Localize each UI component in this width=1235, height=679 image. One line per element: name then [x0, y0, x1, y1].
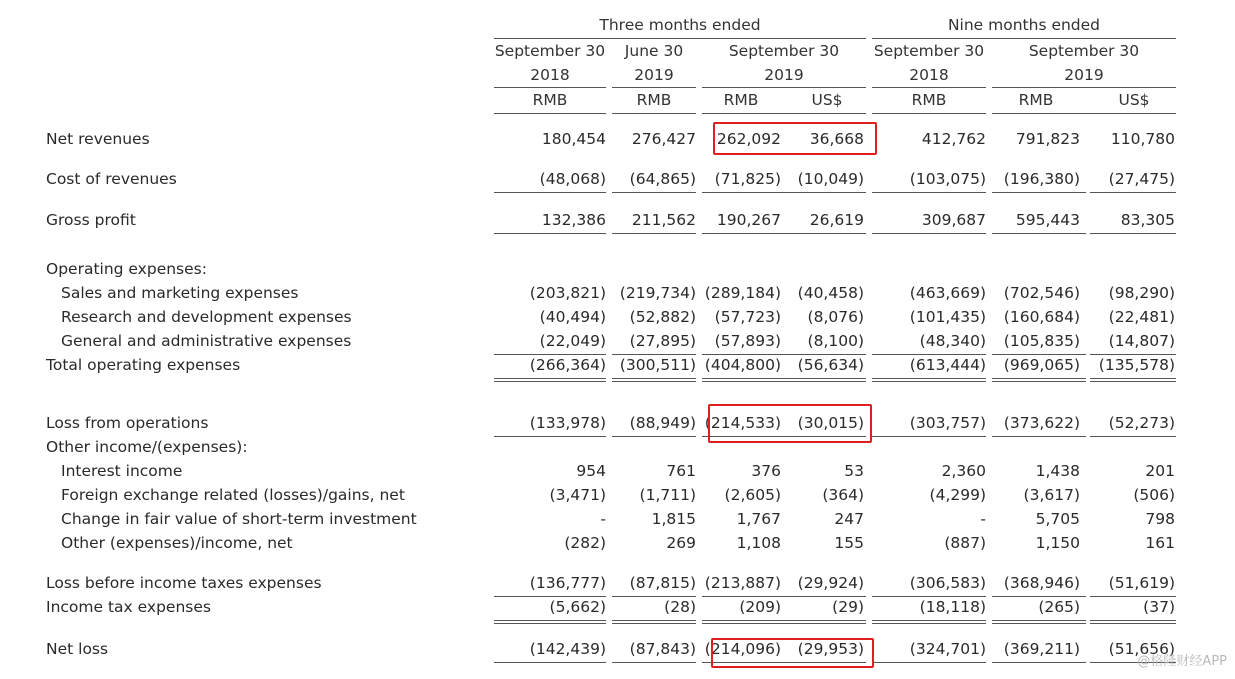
table-cell: (29,924)	[797, 574, 864, 592]
col4-currency: US$	[811, 91, 843, 109]
nine-months-header: Nine months ended	[947, 16, 1101, 34]
col2-date: June 30	[624, 42, 684, 60]
col6-date: September 30	[1028, 42, 1140, 60]
table-cell: (88,949)	[629, 414, 696, 432]
table-cell: (52,882)	[629, 308, 696, 326]
table-cell: (266,364)	[529, 356, 606, 374]
cell-underline	[1090, 620, 1176, 621]
cell-underline	[872, 378, 986, 379]
table-cell: (27,895)	[629, 332, 696, 350]
row-label: Change in fair value of short-term investment	[61, 510, 417, 528]
cell-underline	[872, 354, 986, 355]
col3-rule	[702, 87, 866, 88]
currency-rule-5	[872, 113, 986, 114]
table-cell: (3,471)	[549, 486, 606, 504]
table-cell: 132,386	[541, 211, 606, 229]
table-cell: (219,734)	[619, 284, 696, 302]
table-cell: -	[980, 510, 986, 528]
cell-underline	[612, 233, 696, 234]
table-cell: 83,305	[1120, 211, 1175, 229]
table-cell: 376	[751, 462, 781, 480]
table-cell: (133,978)	[529, 414, 606, 432]
row-label: Operating expenses:	[46, 260, 207, 278]
cell-underline	[872, 662, 986, 663]
table-cell: 1,815	[651, 510, 696, 528]
cell-underline	[992, 662, 1086, 663]
cell-underline	[1090, 192, 1176, 193]
table-cell: 276,427	[631, 130, 696, 148]
table-cell: (203,821)	[529, 284, 606, 302]
currency-rule-6	[992, 113, 1176, 114]
col3-currency: RMB	[723, 91, 759, 109]
cell-underline	[702, 192, 786, 193]
row-label: Gross profit	[46, 211, 136, 229]
currency-rule-1	[494, 113, 606, 114]
table-cell: (1,711)	[639, 486, 696, 504]
table-cell: 1,438	[1035, 462, 1080, 480]
currency-rule-2	[612, 113, 696, 114]
cell-underline	[1090, 596, 1176, 597]
table-cell: 247	[834, 510, 864, 528]
cell-underline	[1090, 354, 1176, 355]
cell-underline	[786, 596, 866, 597]
cell-underline	[612, 662, 696, 663]
cell-underline	[612, 620, 696, 621]
three-months-header: Three months ended	[599, 16, 761, 34]
cell-underline	[494, 381, 606, 382]
cell-underline	[992, 436, 1086, 437]
col5-rule	[872, 87, 986, 88]
table-cell: (364)	[822, 486, 864, 504]
table-cell: (214,533)	[704, 414, 781, 432]
table-cell: (404,800)	[704, 356, 781, 374]
table-cell: 2,360	[941, 462, 986, 480]
cell-underline	[702, 378, 786, 379]
table-cell: (3,617)	[1023, 486, 1080, 504]
row-label: General and administrative expenses	[61, 332, 352, 350]
cell-underline	[1090, 378, 1176, 379]
cell-underline	[992, 620, 1086, 621]
col2-year: 2019	[634, 66, 674, 84]
table-cell: 1,767	[736, 510, 781, 528]
table-cell: (51,619)	[1108, 574, 1175, 592]
table-cell: 954	[576, 462, 606, 480]
table-cell: (10,049)	[797, 170, 864, 188]
row-label: Foreign exchange related (losses)/gains, net	[61, 486, 405, 504]
table-cell: 761	[666, 462, 696, 480]
table-cell: 412,762	[921, 130, 986, 148]
cell-underline	[872, 623, 986, 624]
cell-underline	[1090, 623, 1176, 624]
table-cell: (8,076)	[807, 308, 864, 326]
cell-underline	[992, 354, 1086, 355]
table-cell: 309,687	[921, 211, 986, 229]
cell-underline	[702, 354, 786, 355]
table-cell: 36,668	[809, 130, 864, 148]
row-label: Interest income	[61, 462, 183, 480]
cell-underline	[872, 381, 986, 382]
row-label: Net revenues	[46, 130, 150, 148]
table-cell: (160,684)	[1003, 308, 1080, 326]
table-cell: 1,150	[1035, 534, 1080, 552]
col5-date: September 30	[873, 42, 985, 60]
cell-underline	[786, 381, 866, 382]
cell-underline	[494, 192, 606, 193]
cell-underline	[992, 596, 1086, 597]
table-cell: (196,380)	[1003, 170, 1080, 188]
table-cell: (969,065)	[1003, 356, 1080, 374]
table-cell: (57,723)	[714, 308, 781, 326]
cell-underline	[872, 620, 986, 621]
cell-underline	[612, 436, 696, 437]
table-cell: (209)	[739, 598, 781, 616]
table-cell: (51,656)	[1108, 640, 1175, 658]
table-cell: 53	[844, 462, 864, 480]
cell-underline	[494, 623, 606, 624]
nine-months-rule	[872, 38, 1176, 39]
table-cell: (702,546)	[1003, 284, 1080, 302]
cell-underline	[612, 596, 696, 597]
row-label: Sales and marketing expenses	[61, 284, 299, 302]
cell-underline	[992, 623, 1086, 624]
table-cell: (289,184)	[704, 284, 781, 302]
table-cell: (214,096)	[704, 640, 781, 658]
table-cell: (303,757)	[909, 414, 986, 432]
table-cell: (48,340)	[919, 332, 986, 350]
row-label: Other (expenses)/income, net	[61, 534, 293, 552]
table-cell: (29,953)	[797, 640, 864, 658]
table-cell: (324,701)	[909, 640, 986, 658]
highlight-loss-from-operations	[708, 404, 872, 443]
table-cell: (48,068)	[539, 170, 606, 188]
table-cell: (373,622)	[1003, 414, 1080, 432]
table-cell: (282)	[564, 534, 606, 552]
cell-underline	[494, 620, 606, 621]
three-months-rule	[494, 38, 866, 39]
table-cell: 155	[834, 534, 864, 552]
col3-year: 2019	[764, 66, 804, 84]
cell-underline	[872, 596, 986, 597]
highlight-net-loss	[711, 638, 874, 668]
row-label: Cost of revenues	[46, 170, 177, 188]
cell-underline	[612, 623, 696, 624]
cell-underline	[494, 662, 606, 663]
table-cell: (56,634)	[797, 356, 864, 374]
cell-underline	[494, 596, 606, 597]
table-cell: (300,511)	[619, 356, 696, 374]
table-cell: (40,494)	[539, 308, 606, 326]
cell-underline	[1090, 233, 1176, 234]
row-label: Loss from operations	[46, 414, 209, 432]
col2-currency: RMB	[636, 91, 672, 109]
table-cell: (8,100)	[807, 332, 864, 350]
cell-underline	[1090, 381, 1176, 382]
cell-underline	[702, 623, 786, 624]
table-cell: (52,273)	[1108, 414, 1175, 432]
cell-underline	[494, 436, 606, 437]
cell-underline	[702, 620, 786, 621]
table-cell: (98,290)	[1108, 284, 1175, 302]
table-cell: (135,578)	[1098, 356, 1175, 374]
cell-underline	[1090, 436, 1176, 437]
col1-year: 2018	[530, 66, 570, 84]
row-label: Total operating expenses	[46, 356, 241, 374]
table-cell: (506)	[1133, 486, 1175, 504]
table-cell: (30,015)	[797, 414, 864, 432]
table-cell: 798	[1145, 510, 1175, 528]
col6-year: 2019	[1064, 66, 1104, 84]
watermark: @格隆财经APP	[1137, 654, 1227, 669]
table-cell: (105,835)	[1003, 332, 1080, 350]
table-cell: (887)	[944, 534, 986, 552]
table-cell: (87,815)	[629, 574, 696, 592]
table-cell: 180,454	[541, 130, 606, 148]
table-cell: (142,439)	[529, 640, 606, 658]
table-cell: -	[600, 510, 606, 528]
table-cell: (71,825)	[714, 170, 781, 188]
cell-underline	[872, 233, 986, 234]
table-cell: 595,443	[1015, 211, 1080, 229]
table-cell: (14,807)	[1108, 332, 1175, 350]
cell-underline	[612, 192, 696, 193]
table-cell: (463,669)	[909, 284, 986, 302]
table-cell: 161	[1145, 534, 1175, 552]
table-cell: (613,444)	[909, 356, 986, 374]
table-cell: (40,458)	[797, 284, 864, 302]
table-cell: (28)	[664, 598, 696, 616]
table-cell: 110,780	[1110, 130, 1175, 148]
col5-currency: RMB	[911, 91, 947, 109]
cell-underline	[992, 381, 1086, 382]
col2-rule	[612, 87, 696, 88]
table-cell: (265)	[1038, 598, 1080, 616]
table-cell: 201	[1145, 462, 1175, 480]
table-cell: (87,843)	[629, 640, 696, 658]
row-label: Other income/(expenses):	[46, 438, 248, 456]
row-label: Research and development expenses	[61, 308, 352, 326]
cell-underline	[786, 378, 866, 379]
cell-underline	[612, 354, 696, 355]
table-cell: (369,211)	[1003, 640, 1080, 658]
col5-year: 2018	[909, 66, 949, 84]
table-cell: (213,887)	[704, 574, 781, 592]
table-cell: 269	[666, 534, 696, 552]
col6-currency: RMB	[1018, 91, 1054, 109]
table-cell: (37)	[1143, 598, 1175, 616]
table-cell: 791,823	[1015, 130, 1080, 148]
cell-underline	[786, 620, 866, 621]
cell-underline	[992, 192, 1086, 193]
table-cell: (22,481)	[1108, 308, 1175, 326]
table-cell: 190,267	[716, 211, 781, 229]
col7-currency: US$	[1118, 91, 1150, 109]
table-cell: 262,092	[716, 130, 781, 148]
cell-underline	[992, 233, 1086, 234]
table-cell: 26,619	[809, 211, 864, 229]
table-cell: (29)	[832, 598, 864, 616]
cell-underline	[702, 381, 786, 382]
cell-underline	[872, 192, 986, 193]
col1-date: September 30	[494, 42, 606, 60]
table-cell: (136,777)	[529, 574, 606, 592]
table-cell: (18,118)	[919, 598, 986, 616]
table-cell: (22,049)	[539, 332, 606, 350]
cell-underline	[494, 354, 606, 355]
col1-rule	[494, 87, 606, 88]
table-cell: (306,583)	[909, 574, 986, 592]
cell-underline	[612, 381, 696, 382]
cell-underline	[786, 354, 866, 355]
row-label: Loss before income taxes expenses	[46, 574, 322, 592]
row-label: Income tax expenses	[46, 598, 211, 616]
cell-underline	[702, 233, 786, 234]
cell-underline	[786, 233, 866, 234]
highlight-net-revenues	[713, 122, 877, 155]
col6-rule	[992, 87, 1176, 88]
cell-underline	[786, 192, 866, 193]
cell-underline	[702, 596, 786, 597]
cell-underline	[612, 378, 696, 379]
cell-underline	[872, 436, 986, 437]
table-cell: 1,108	[736, 534, 781, 552]
table-cell: (27,475)	[1108, 170, 1175, 188]
table-cell: (4,299)	[929, 486, 986, 504]
table-cell: (368,946)	[1003, 574, 1080, 592]
table-cell: (2,605)	[724, 486, 781, 504]
table-cell: (101,435)	[909, 308, 986, 326]
table-cell: 211,562	[631, 211, 696, 229]
col1-currency: RMB	[532, 91, 568, 109]
table-cell: (5,662)	[549, 598, 606, 616]
table-cell: (103,075)	[909, 170, 986, 188]
currency-rule-3	[702, 113, 866, 114]
col3-date: September 30	[728, 42, 840, 60]
cell-underline	[494, 233, 606, 234]
table-cell: (64,865)	[629, 170, 696, 188]
cell-underline	[786, 623, 866, 624]
row-label: Net loss	[46, 640, 109, 658]
cell-underline	[494, 378, 606, 379]
table-cell: 5,705	[1035, 510, 1080, 528]
cell-underline	[992, 378, 1086, 379]
table-cell: (57,893)	[714, 332, 781, 350]
